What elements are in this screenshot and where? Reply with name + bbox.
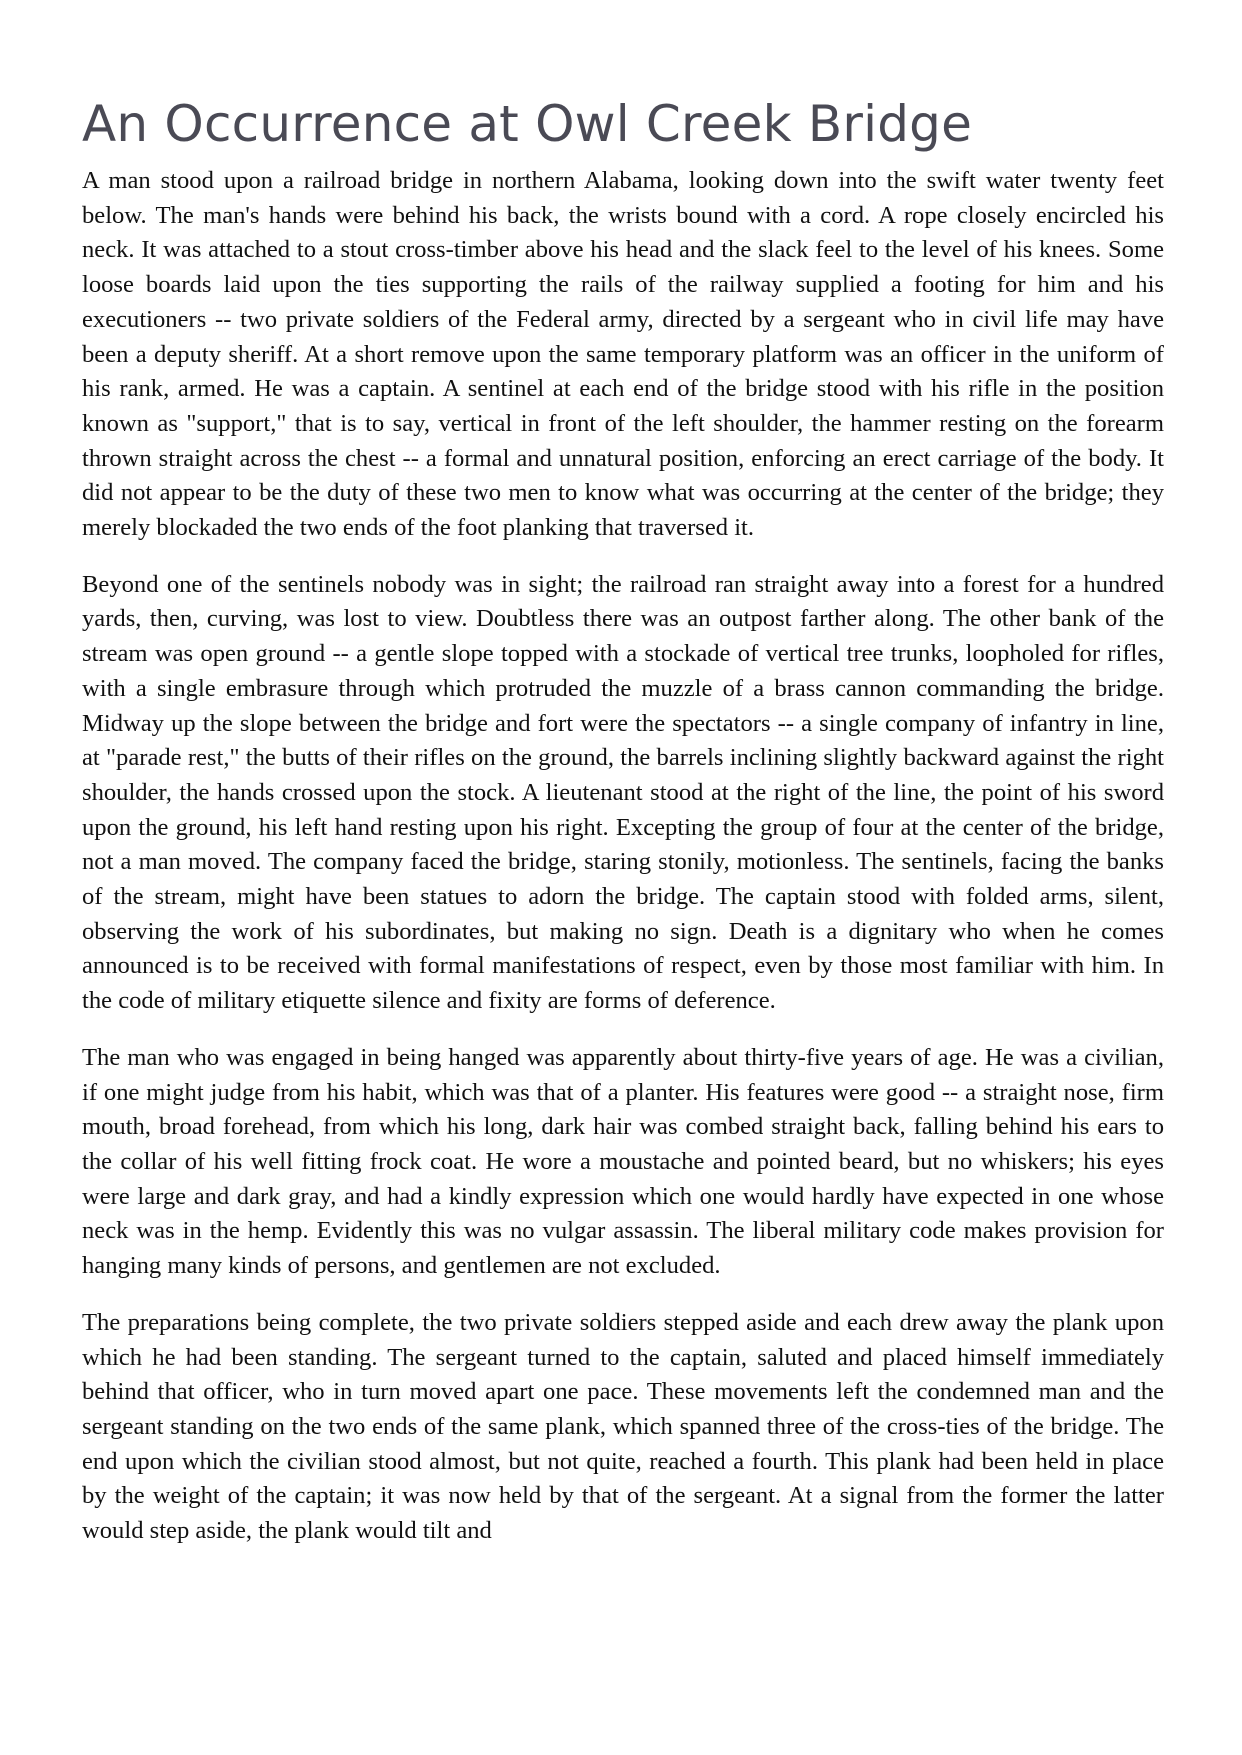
document-page	[82, 94, 1164, 1571]
document-title: An Occurrence at Owl Creek Bridge	[82, 95, 973, 153]
paragraph-4: The preparations being complete, the two private soldiers stepped aside and each drew away the plank upon which he had been standing. The sergeant turned to the captain, saluted and placed himself immediately behind that officer, who in turn moved apart one pace. These movements left the condemned man and the sergeant standing on the two ends of the same plank, which spanned three of the cross-ties of the bridge. The end upon which the civilian stood almost, but not quite, reached a fourth. This plank had been held in place by the weight of the captain; it was now held by that of the sergeant. At a signal from the former the latter would step aside, the plank would tilt and	[82, 1308, 1164, 1545]
paragraph-1: A man stood upon a railroad bridge in northern Alabama, looking down into the swift water twenty feet below. The man's hands were behind his back, the wrists bound with a cord. A rope closely encircled his neck. It was attached to a stout cross-timber above his head and the slack feel to the level of his knees. Some loose boards laid upon the ties supporting the rails of the railway supplied a footing for him and his executioners -- two private soldiers of the Federal army, directed by a sergeant who in civil life may have been a deputy sheriff. At a short remove upon the same temporary platform was an officer in the uniform of his rank, armed. He was a captain. A sentinel at each end of the bridge stood with his rifle in the position known as "support," that is to say, vertical in front of the left shoulder, the hammer resting on the forearm thrown straight across the chest -- a formal and unnatural position, enforcing an erect carriage of the body. It did not appear to be the duty of these two men to know what was occurring at the center of the bridge; they merely blockaded the two ends of the foot planking that traversed it.	[82, 167, 1164, 542]
paragraph-2: Beyond one of the sentinels nobody was in sight; the railroad ran straight away into a forest for a hundred yards, then, curving, was lost to view. Doubtless there was an outpost farther along. The other bank of the stream was open ground -- a gentle slope topped with a stockade of vertical tree trunks, loopholed for rifles, with a single embrasure through which protruded the muzzle of a brass cannon commanding the bridge. Midway up the slope between the bridge and fort were the spectators -- a single company of infantry in line, at "parade rest," the butts of their rifles on the ground, the barrels inclining slightly backward against the right shoulder, the hands crossed upon the stock. A lieutenant stood at the right of the line, the point of his sword upon the ground, his left hand resting upon his right. Excepting the group of four at the center of the bridge, not a man moved. The company faced the bridge, staring stonily, motionless. The sentinels, facing the banks of the stream, might have been statues to adorn the bridge. The captain stood with folded arms, silent, observing the work of his subordinates, but making no sign. Death is a dignitary who when he comes announced is to be received with formal manifestations of respect, even by those most familiar with him. In the code of military etiquette silence and fixity are forms of deference.	[82, 570, 1164, 1015]
paragraph-3: The man who was engaged in being hanged was apparently about thirty-five years of age. He was a civilian, if one might judge from his habit, which was that of a planter. His features were good -- a straight nose, firm mouth, broad forehead, from which his long, dark hair was combed straight back, falling behind his ears to the collar of his well fitting frock coat. He wore a moustache and pointed beard, but no whiskers; his eyes were large and dark gray, and had a kindly expression which one would hardly have expected in one whose neck was in the hemp. Evidently this was no vulgar assassin. The liberal military code makes provision for hanging many kinds of persons, and gentlemen are not excluded.	[82, 1043, 1164, 1280]
